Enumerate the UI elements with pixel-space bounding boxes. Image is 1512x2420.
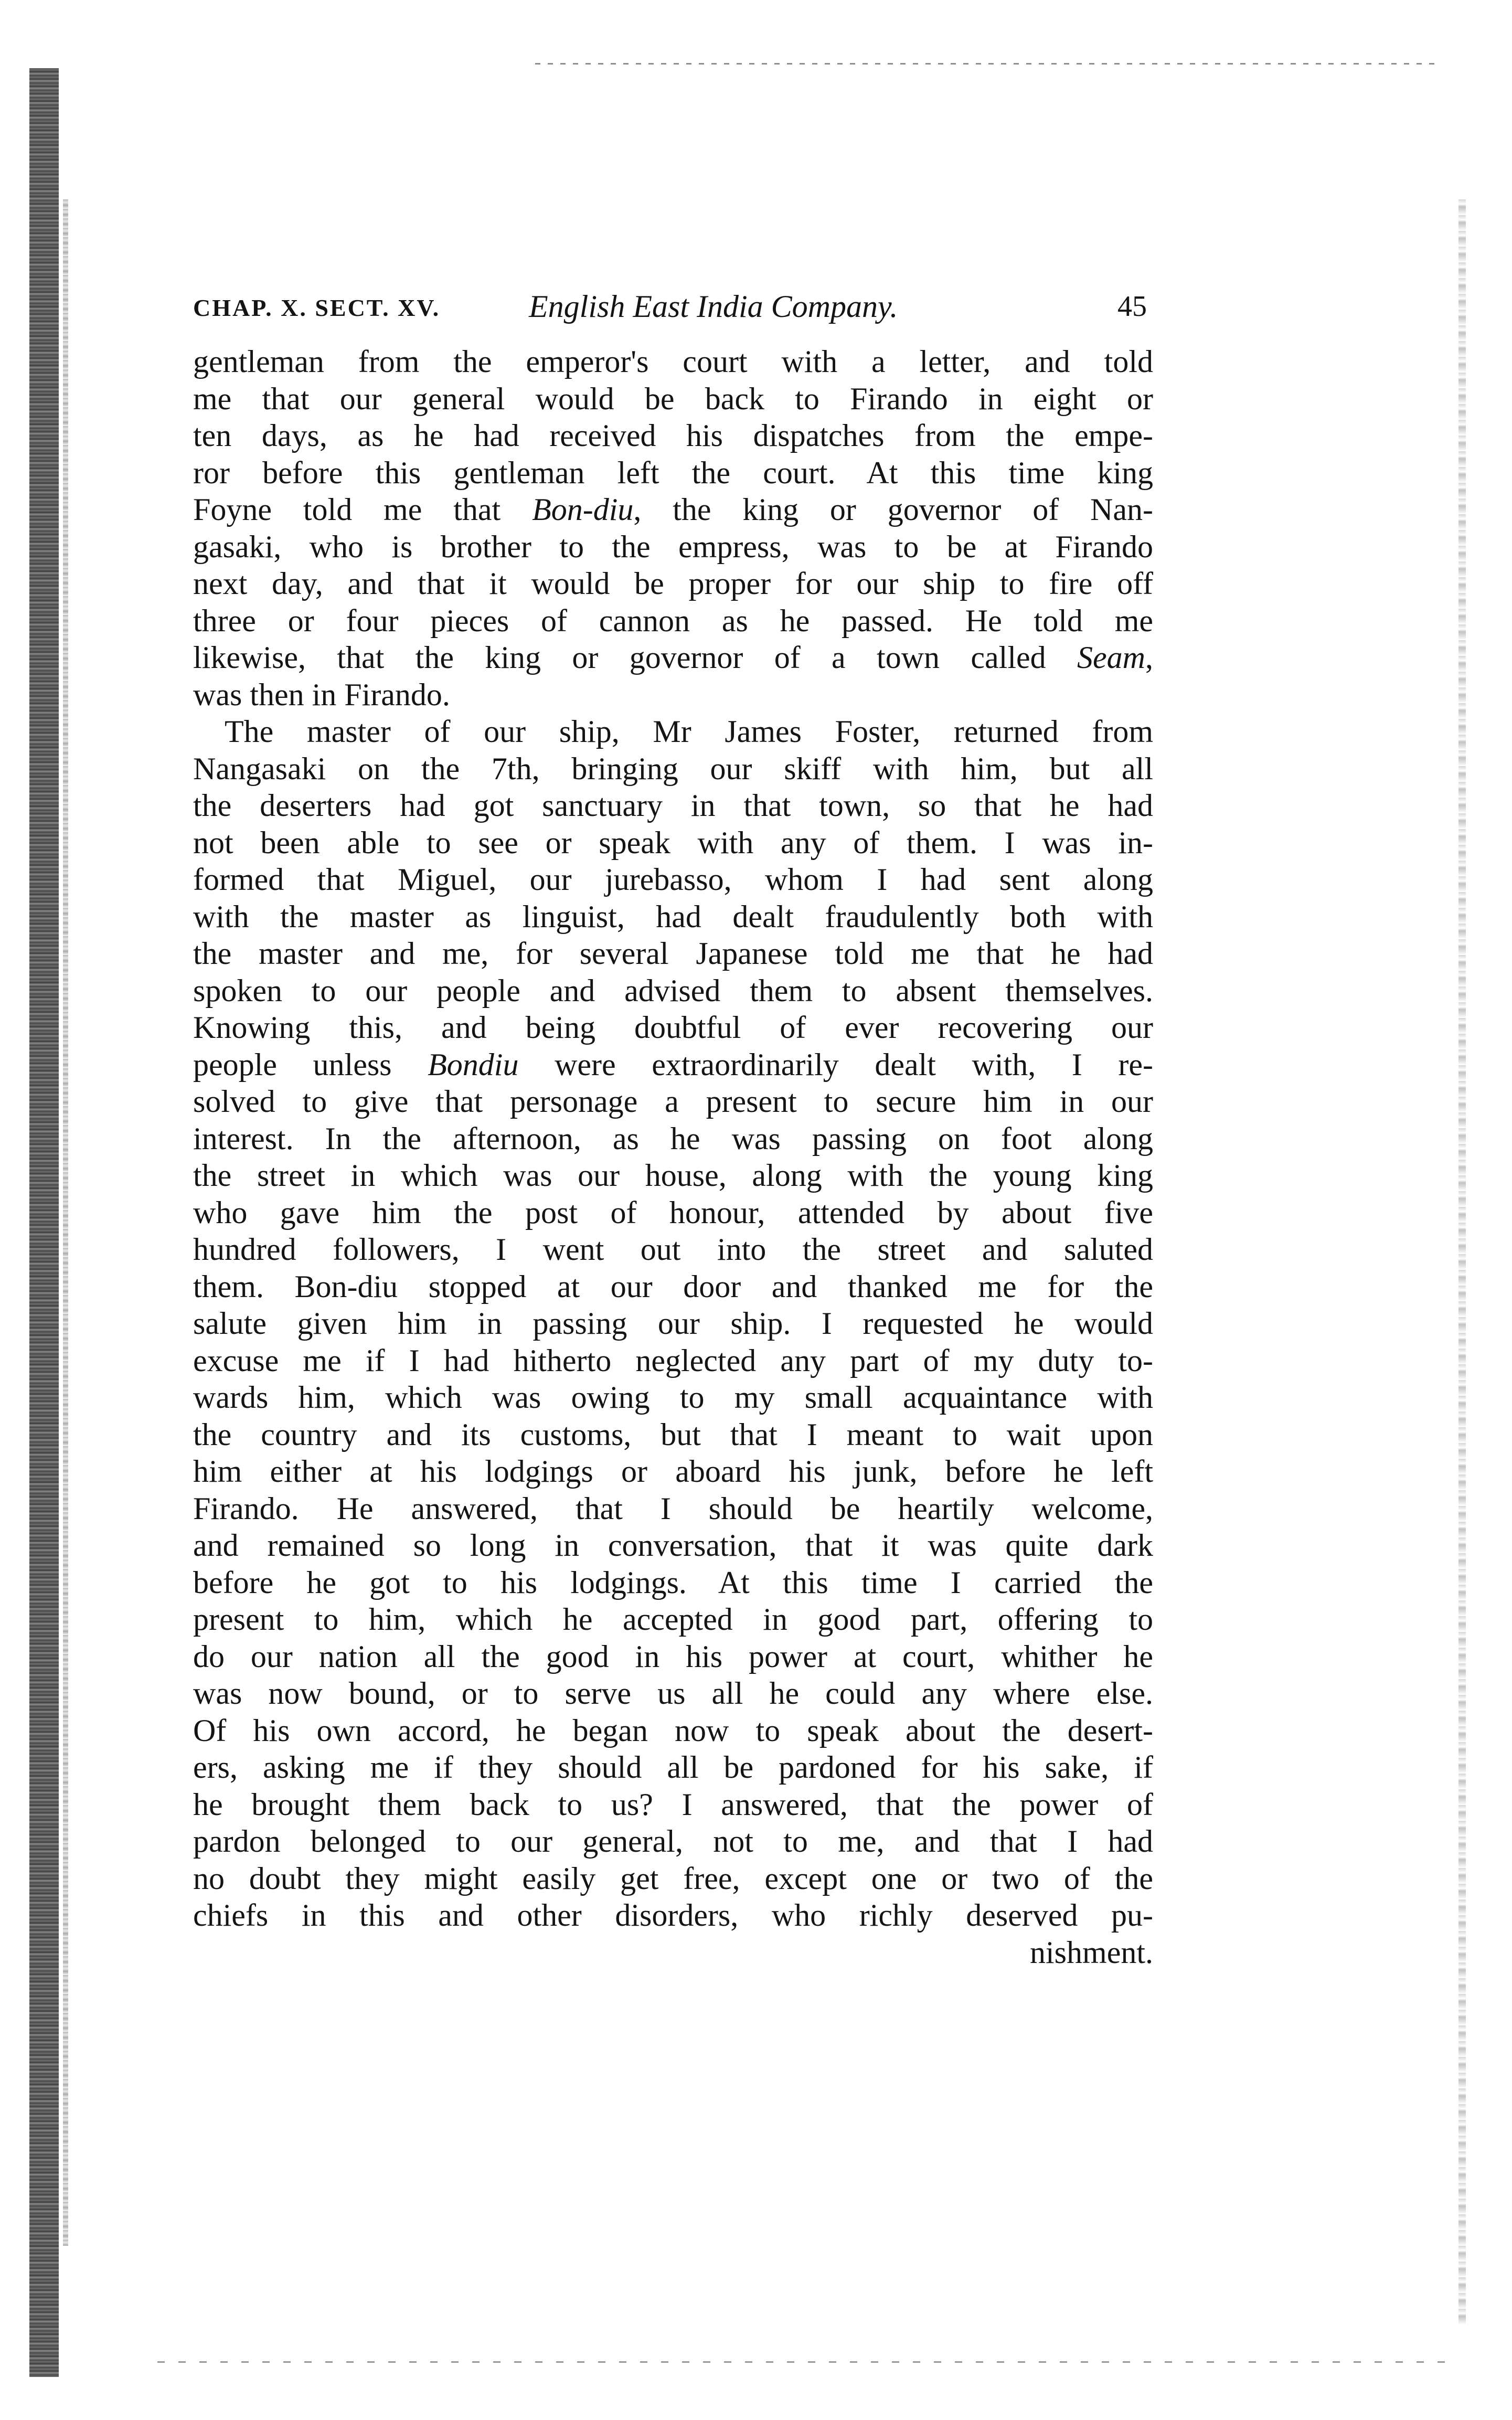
italic-name: Bon-diu xyxy=(532,492,634,527)
text-run: , the king or governor of Nan- xyxy=(633,492,1153,527)
page-number: 45 xyxy=(1117,290,1147,323)
text-line: ers, asking me if they should all be pardoned for his sake, if xyxy=(193,1750,1153,1785)
text-line: ten days, as he had received his dispatches from the empe- xyxy=(193,418,1153,453)
text-line: The master of our ship, Mr James Foster, returned from xyxy=(225,714,1153,749)
text-line: was now bound, or to serve us all he could any where else. xyxy=(193,1676,1153,1711)
scan-bottom-edge xyxy=(157,2361,1458,2363)
text-line: chiefs in this and other disorders, who richly deserved pu- xyxy=(193,1898,1153,1933)
scan-top-edge xyxy=(535,63,1438,65)
text-line: no doubt they might easily get free, except one or two of the xyxy=(193,1861,1153,1896)
text-line xyxy=(193,491,1153,528)
body-text xyxy=(193,343,1153,1971)
text-line: wards him, which was owing to my small acquaintance with xyxy=(193,1380,1153,1415)
italic-name: Bondiu xyxy=(428,1047,519,1082)
text-line: Of his own accord, he began now to speak about the desert- xyxy=(193,1713,1153,1748)
text-run: were extraordinarily dealt with, I re- xyxy=(518,1047,1153,1082)
text-line: who gave him the post of honour, attended by about five xyxy=(193,1195,1153,1230)
text-line: was then in Firando. xyxy=(193,677,450,712)
text-run: , xyxy=(1145,640,1153,675)
book-page xyxy=(193,289,1153,1971)
scan-page-edge xyxy=(1458,199,1466,2325)
running-head xyxy=(193,289,1153,334)
text-line: Nangasaki on the 7th, bringing our skiff with him, but all xyxy=(193,751,1153,786)
text-line: the master and me, for several Japanese told me that he had xyxy=(193,936,1153,971)
scan-binding-shadow xyxy=(29,68,59,2377)
text-run: likewise, that the king or governor of a town called xyxy=(193,640,1078,675)
text-line: solved to give that personage a present to secure him in our xyxy=(193,1084,1153,1119)
text-line: me that our general would be back to Firando in eight or xyxy=(193,381,1153,416)
text-line: before he got to his lodgings. At this time I carried the xyxy=(193,1565,1153,1600)
text-line: the deserters had got sanctuary in that town, so that he had xyxy=(193,788,1153,823)
text-line: salute given him in passing our ship. I requested he would xyxy=(193,1306,1153,1341)
text-line: not been able to see or speak with any of them. I was in- xyxy=(193,825,1153,860)
text-line: he brought them back to us? I answered, that the power of xyxy=(193,1787,1153,1822)
text-line: pardon belonged to our general, not to me, and that I had xyxy=(193,1824,1153,1859)
text-line xyxy=(193,639,1153,676)
text-line: nishment. xyxy=(1030,1935,1153,1970)
text-line: gentleman from the emperor's court with a letter, and told xyxy=(193,344,1153,379)
text-line: three or four pieces of cannon as he passed. He told me xyxy=(193,603,1153,638)
text-line: gasaki, who is brother to the empress, was to be at Firando xyxy=(193,529,1153,564)
text-line: the country and its customs, but that I meant to wait upon xyxy=(193,1417,1153,1452)
text-line: Knowing this, and being doubtful of ever recovering our xyxy=(193,1010,1153,1045)
chapter-section-label: CHAP. X. SECT. XV. xyxy=(193,294,441,321)
running-title: English East India Company. xyxy=(529,289,898,324)
text-line: spoken to our people and advised them to absent themselves. xyxy=(193,973,1153,1008)
text-line: the street in which was our house, along with the young king xyxy=(193,1158,1153,1193)
text-line: formed that Miguel, our jurebasso, whom I had sent along xyxy=(193,862,1153,897)
text-line: excuse me if I had hitherto neglected any part of my duty to- xyxy=(193,1343,1153,1378)
text-run: Foyne told me that xyxy=(193,492,533,527)
text-line: interest. In the afternoon, as he was passing on foot along xyxy=(193,1121,1153,1156)
text-line: present to him, which he accepted in good part, offering to xyxy=(193,1602,1153,1637)
text-line: and remained so long in conversation, that it was quite dark xyxy=(193,1528,1153,1563)
text-line: next day, and that it would be proper for our ship to fire off xyxy=(193,566,1153,601)
text-line: them. Bon-diu stopped at our door and thanked me for the xyxy=(193,1269,1153,1304)
text-line: ror before this gentleman left the court. At this time king xyxy=(193,455,1153,490)
text-line xyxy=(193,1046,1153,1084)
text-line: with the master as linguist, had dealt fraudulently both with xyxy=(193,899,1153,934)
text-line: hundred followers, I went out into the street and saluted xyxy=(193,1232,1153,1267)
italic-name: Seam xyxy=(1077,640,1145,675)
text-run: people unless xyxy=(193,1047,428,1082)
text-line: him either at his lodgings or aboard his junk, before he left xyxy=(193,1454,1153,1489)
text-line: Firando. He answered, that I should be heartily welcome, xyxy=(193,1491,1153,1526)
text-line: do our nation all the good in his power at court, whither he xyxy=(193,1639,1153,1674)
scan-binding-edge xyxy=(63,199,68,2246)
